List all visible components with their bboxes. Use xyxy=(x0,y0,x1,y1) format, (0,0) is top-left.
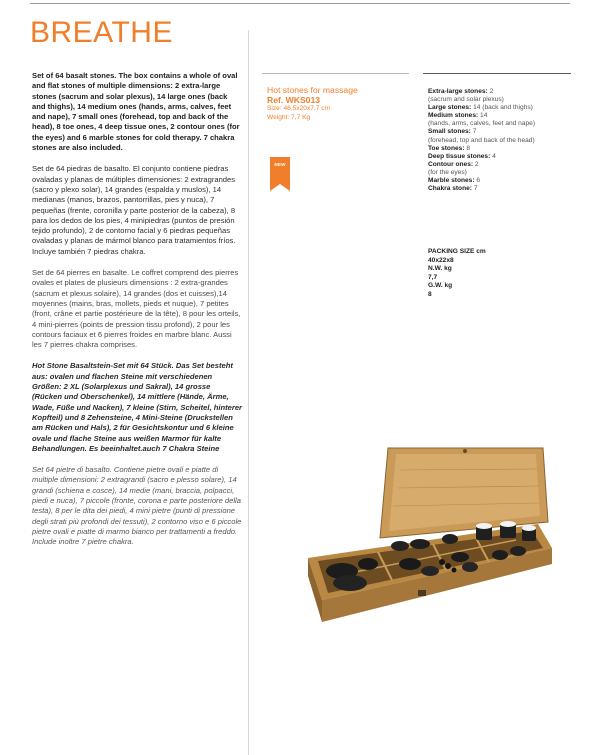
spec-row: Large stones: 14 (back and thighs) xyxy=(428,104,533,112)
packing-info xyxy=(428,248,486,299)
description-spanish: Set de 64 piedras de basalto. El conjunto contiene piedras ovaladas y planas de múltiples dimensiones: 2 extragrandes (sacro y plexo solar), 14 grandes (espalda y muslos), 14 medianas (manos, brazos, pantorrillas, pies y nuca), 7 pequeñas (frente, coronilla y parte posterior de la cabeza), 8 para los dedos de los pies, 4 minipiedras (puntos de presión tejido profundo), 2 de contorno facial y 6 piedras pequeñas ovaladas y planas de mármol blanco para tratamientos fríos. Incluye también 7 piedras chakra. xyxy=(32,164,236,256)
gross-weight-label: G.W. kg xyxy=(428,282,453,289)
net-weight-label: N.W. kg xyxy=(428,265,452,272)
column-divider xyxy=(248,30,249,755)
spec-row: Contour ones: 2 xyxy=(428,160,479,168)
top-rule xyxy=(30,3,570,4)
descriptions-column xyxy=(32,71,242,558)
description-german: Hot Stone Basaltstein-Set mit 64 Stück. Das Set besteht aus: ovalen und flachen Steine mit verschiedenen Größen: 2 XL (Solarplexus und Sakral), 14 grosse (Rücken und Oberschenkel), 14 mittlere (Hände, Ärme, Wade, Füße und Nacken), 7 kleine (Stirn, Scheitel, hinterer Kopfteil) und 8 Zehensteine, 4 Mini-Steine (Druckstellen am Rücken und Hals), 2 für Gesichtskontur und 6 kleine ovale und flache Steine aus weißen Marmor für kalte Behandlungen. Es beeinhaltet.auch 7 Chakra Steine xyxy=(32,361,243,453)
gross-weight: 8 xyxy=(428,290,432,298)
page-title: BREATHE xyxy=(30,16,173,49)
product-size: Size: 46,5x20x7,7 cm xyxy=(267,105,331,112)
spec-row: Chakra stone: 7 xyxy=(428,185,478,193)
product-rule xyxy=(262,73,409,74)
packing-heading: PACKING SIZE cm xyxy=(428,248,486,255)
description-english: Set of 64 basalt stones. The box contains a whole of oval and flat stones of multiple dimensions: 2 extra-large stones (sacrum and solar plexus), 14 large ones (back and thighs), 14 medium ones (hands, arms, calves, feet and nape), 7 small ones (forehead, top and back of the head), 8 toe ones, 4 deep tissue ones, 2 contour ones (for the eyes) and 6 marble stones for cold therapy. 7 chakra stones are also included. xyxy=(32,71,240,153)
product-weight: Weight: 7,7 Kg xyxy=(267,113,311,121)
description-italian: Set 64 pietre di basalto. Contiene pietre ovali e piatte di multiple dimensioni: 2 extragrandi (sacro e plesso solare), 14 grandi (schiena e cosce), 14 medie (mani, braccia, polpacci, piedi e nuca), 7 piccole (fronte, corona e parte posteriore della testa), 8 per le dita dei piedi, 4 mini pietre (punti di pressione degli strati più profondi dei tessuti), 2 contorno viso e 6 piccole pietre ovali e piatte di marmo bianco per trattamenti a freddo. Include inoltre 7 pietre chakra. xyxy=(32,465,242,547)
spec-row: (for the eyes) xyxy=(428,168,467,176)
description-french: Set de 64 pierres en basalte. Le coffret comprend des pierres ovales et plates de plusieurs dimensions : 2 extra-grandes (sacrum et plexus solaire), 14 grandes (dos et cuisses),14 moyennes (mains, bras, mollets, pieds et nuque), 7 petites (front, crâne et partie postérieure de la tête), 8 pour les orteils, 4 mini-pierres (points de pression tissu profond), 2 pour les contours faciaux et 6 pierres froides en marbre blanc. Aussi les 7 pierres chakra comprises. xyxy=(32,268,241,350)
spec-row: (sacrum and solar plexus) xyxy=(428,96,504,104)
product-photo xyxy=(300,440,580,645)
spec-row: Extra-large stones: 2 xyxy=(428,88,494,95)
spec-row: Toe stones: 8 xyxy=(428,144,471,152)
stone-box-image xyxy=(300,440,580,645)
stone-specs xyxy=(428,88,578,193)
spec-row: (hands, arms, calves, feet and nape) xyxy=(428,120,536,128)
product-ref: Ref. WKS013 xyxy=(267,95,321,105)
new-badge xyxy=(270,157,290,191)
spec-row: Deep tissue stones: 4 xyxy=(428,152,496,160)
specs-rule xyxy=(423,73,571,74)
spec-row: Medium stones: 14 xyxy=(428,112,488,120)
product-name: Hot stones for massage xyxy=(267,85,358,95)
packing-dims: 40x22x8 xyxy=(428,256,454,264)
spec-row: Small stones: 7 xyxy=(428,128,477,136)
spec-row: Marble stones: 6 xyxy=(428,177,481,185)
net-weight: 7,7 xyxy=(428,273,438,281)
new-badge-label: NEW xyxy=(274,162,286,167)
product-info xyxy=(267,85,407,122)
spec-row: (forehead, top and back of the head) xyxy=(428,136,535,144)
